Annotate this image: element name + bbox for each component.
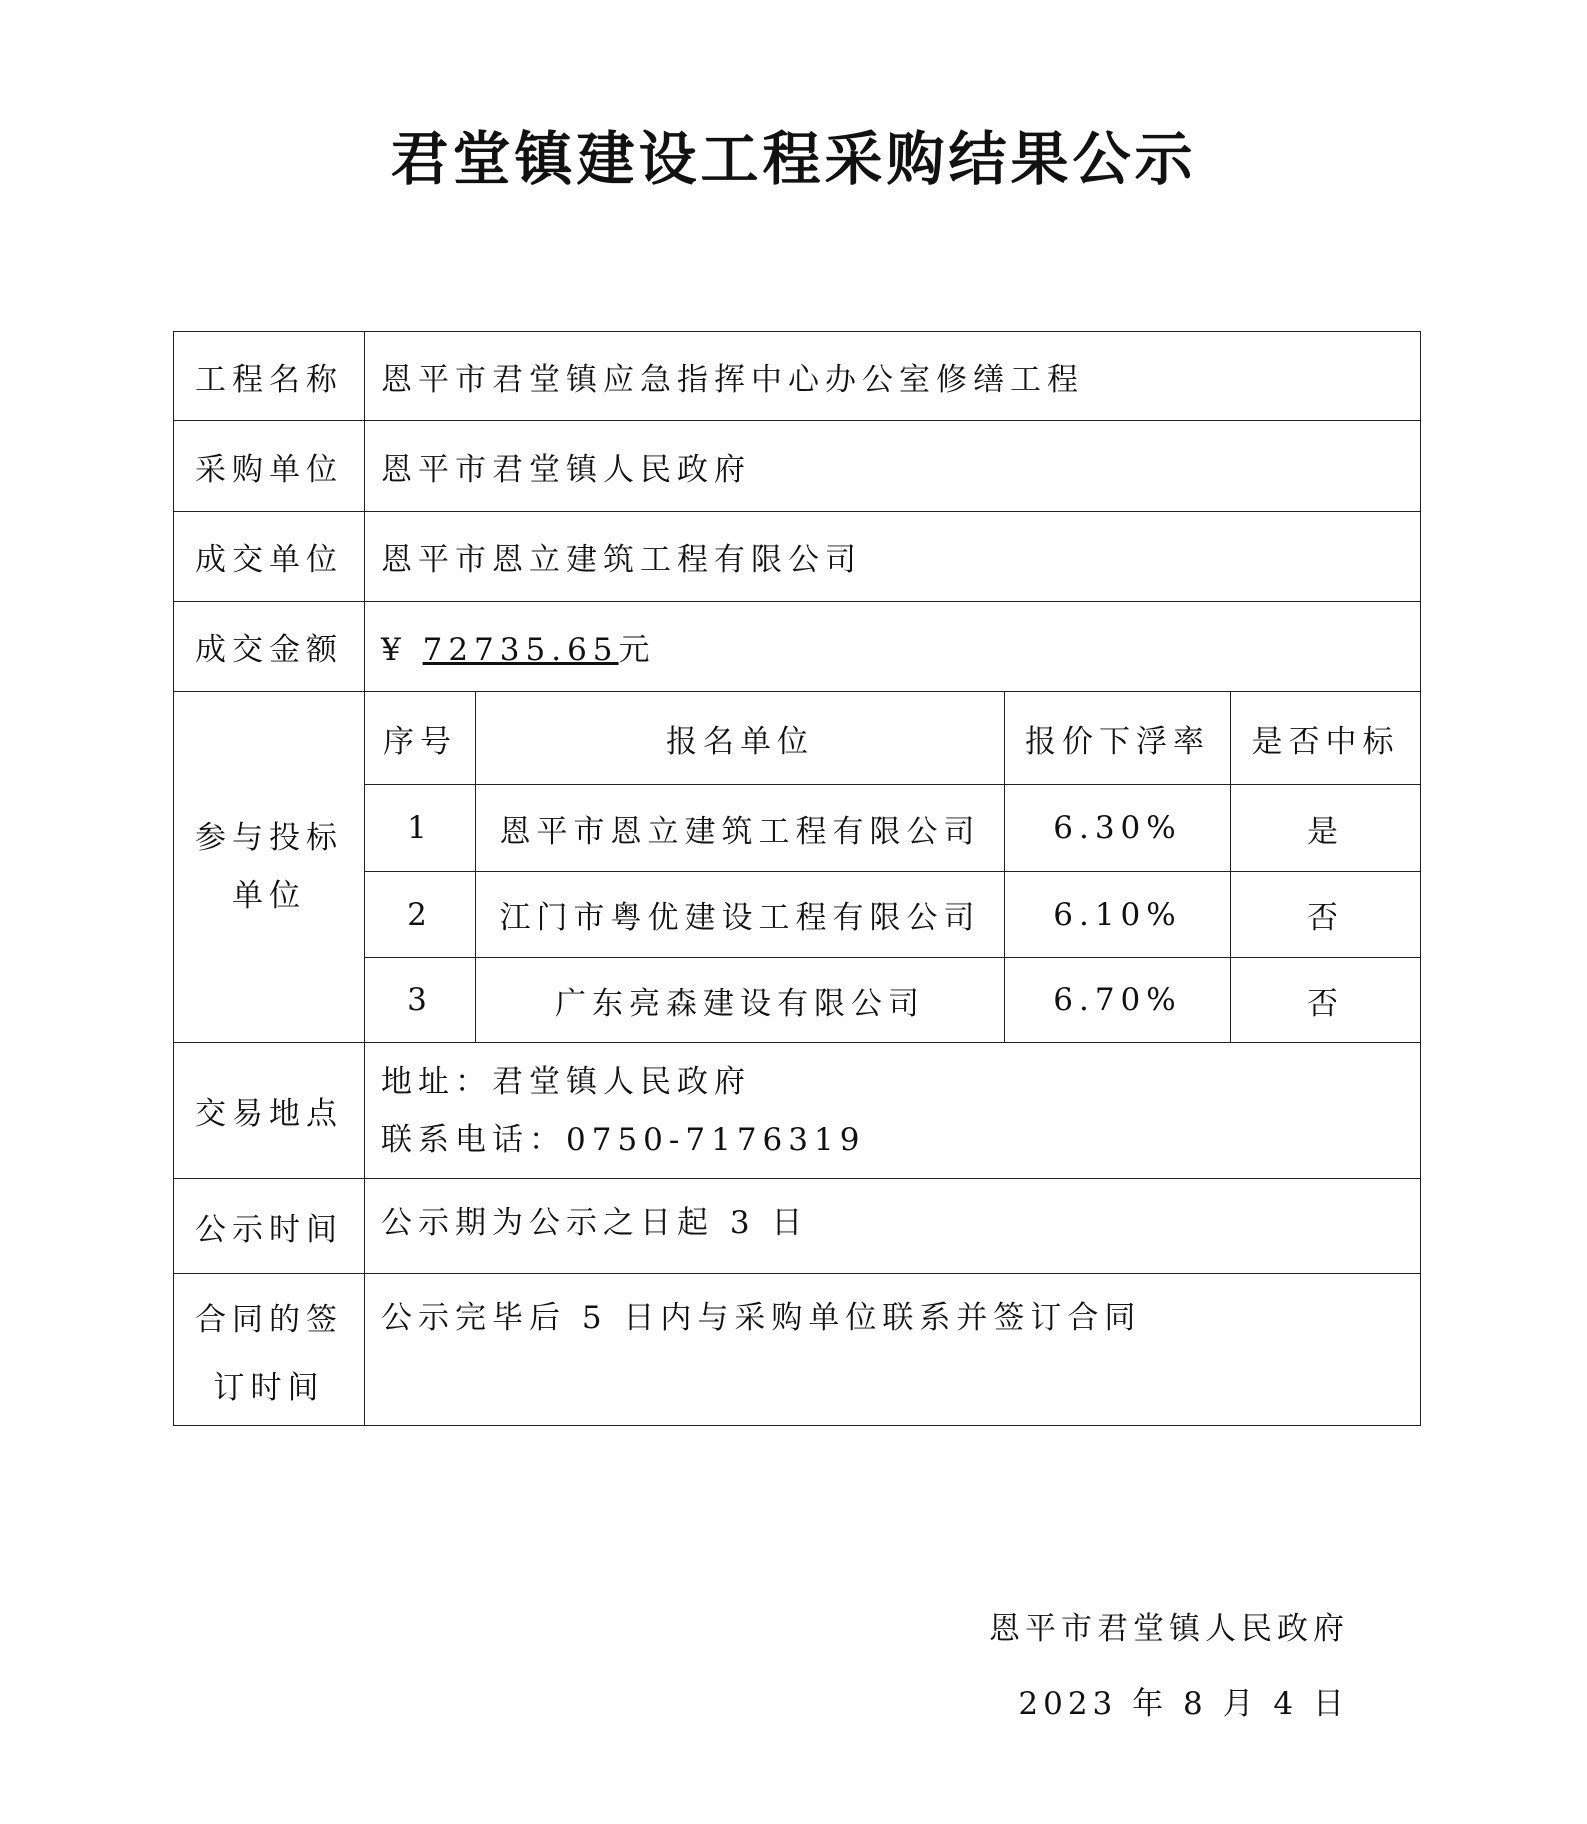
bidder-won: 是 (1231, 785, 1421, 872)
value-project-name: 恩平市君堂镇应急指挥中心办公室修缮工程 (365, 332, 1421, 421)
label-project-name: 工程名称 (174, 332, 365, 421)
bidder-rate: 6.30% (1005, 785, 1231, 872)
amount-number: 72735.65 (422, 632, 619, 668)
label-contract-line1: 合同的签 (195, 1302, 343, 1338)
row-project-name (174, 332, 1421, 421)
header-rate: 报价下浮率 (1005, 692, 1231, 785)
value-amount (365, 602, 1421, 692)
amount-unit: 元 (618, 632, 656, 668)
page-title: 君堂镇建设工程采购结果公示 (390, 125, 1197, 193)
location-phone: 联系电话：0750-7176319 (381, 1121, 866, 1158)
row-location (174, 1043, 1421, 1179)
header-won: 是否中标 (1231, 692, 1421, 785)
label-location: 交易地点 (174, 1043, 365, 1179)
bidder-no: 3 (365, 958, 476, 1043)
label-amount: 成交金额 (174, 602, 365, 692)
row-winner (174, 512, 1421, 602)
bidder-name: 江门市粤优建设工程有限公司 (476, 872, 1005, 958)
bidder-won: 否 (1231, 872, 1421, 958)
label-notice-period: 公示时间 (174, 1179, 365, 1274)
location-address: 地址：君堂镇人民政府 (381, 1063, 751, 1100)
bidder-rate: 6.10% (1005, 872, 1231, 958)
value-contract: 公示完毕后 5 日内与采购单位联系并签订合同 (365, 1274, 1421, 1426)
bidder-name: 恩平市恩立建筑工程有限公司 (476, 785, 1005, 872)
row-purchaser (174, 421, 1421, 512)
value-location (365, 1043, 1421, 1179)
procurement-result-table (173, 331, 1421, 1426)
row-notice-period (174, 1179, 1421, 1274)
row-amount (174, 602, 1421, 692)
bidder-won: 否 (1231, 958, 1421, 1043)
label-bidders (174, 692, 365, 1043)
value-notice-period: 公示期为公示之日起 3 日 (365, 1179, 1421, 1274)
signature-org: 恩平市君堂镇人民政府 (989, 1611, 1349, 1647)
label-bidders-line2: 单位 (232, 878, 306, 914)
value-purchaser: 恩平市君堂镇人民政府 (365, 421, 1421, 512)
currency-symbol: ¥ (381, 632, 407, 668)
bidders-header-row (174, 692, 1421, 785)
bidder-no: 1 (365, 785, 476, 872)
label-bidders-line1: 参与投标 (195, 820, 343, 856)
label-contract (174, 1274, 365, 1426)
label-winner: 成交单位 (174, 512, 365, 602)
bidder-name: 广东亮森建设有限公司 (476, 958, 1005, 1043)
value-winner: 恩平市恩立建筑工程有限公司 (365, 512, 1421, 602)
label-contract-line2: 订时间 (213, 1370, 325, 1406)
label-purchaser: 采购单位 (174, 421, 365, 512)
header-no: 序号 (365, 692, 476, 785)
header-name: 报名单位 (476, 692, 1005, 785)
bidder-no: 2 (365, 872, 476, 958)
signature-date: 2023 年 8 月 4 日 (1018, 1686, 1349, 1722)
bidder-rate: 6.70% (1005, 958, 1231, 1043)
row-contract (174, 1274, 1421, 1426)
